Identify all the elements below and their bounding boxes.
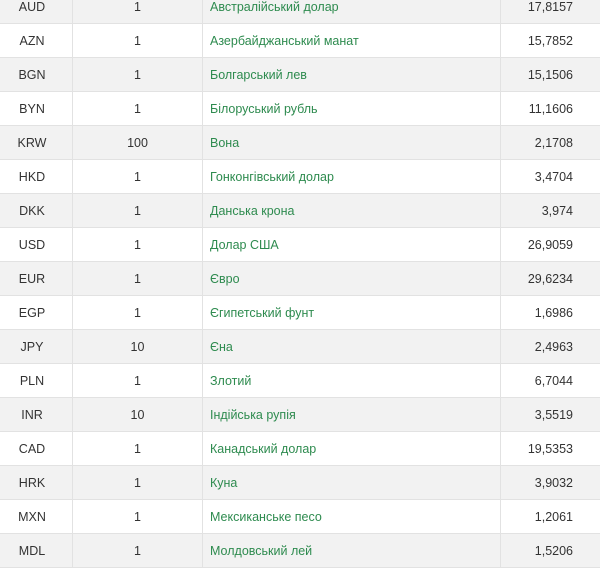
table-row [0,398,600,432]
currency-name-cell [203,466,501,500]
currency-name-link[interactable]: Азербайджанський манат [210,34,359,48]
currency-units: 10 [73,330,203,364]
currency-units: 1 [73,24,203,58]
currency-name-cell [203,500,501,534]
exchange-rate: 1,6986 [501,296,600,330]
table-row [0,0,600,24]
currency-name-link[interactable]: Долар США [210,238,279,252]
currency-code: DKK [0,194,73,228]
table-row [0,262,600,296]
currency-name-cell [203,92,501,126]
table-row [0,24,600,58]
currency-name-link[interactable]: Єгипетський фунт [210,306,314,320]
currency-name-cell [203,58,501,92]
exchange-rate: 26,9059 [501,228,600,262]
exchange-rate: 1,2061 [501,500,600,534]
table-row [0,228,600,262]
table-row [0,534,600,568]
table-row [0,92,600,126]
currency-units: 1 [73,228,203,262]
exchange-rate: 11,1606 [501,92,600,126]
currency-code: BYN [0,92,73,126]
currency-name-cell [203,330,501,364]
currency-name-cell [203,296,501,330]
currency-code: AUD [0,0,73,24]
currency-name-cell [203,262,501,296]
exchange-rate: 17,8157 [501,0,600,24]
exchange-rate: 3,974 [501,194,600,228]
currency-units: 1 [73,160,203,194]
currency-units: 1 [73,58,203,92]
currency-name-cell [203,398,501,432]
currency-name-link[interactable]: Злотий [210,374,251,388]
currency-units: 1 [73,534,203,568]
currency-name-link[interactable]: Канадський долар [210,442,316,456]
currency-name-link[interactable]: Молдовський лей [210,544,312,558]
table-row [0,432,600,466]
exchange-rate: 15,1506 [501,58,600,92]
currency-code: KRW [0,126,73,160]
table-row [0,500,600,534]
exchange-rate: 3,4704 [501,160,600,194]
currency-name-link[interactable]: Австралійський долар [210,0,339,14]
currency-units: 1 [73,432,203,466]
table-row [0,364,600,398]
currency-units: 100 [73,126,203,160]
currency-name-cell [203,364,501,398]
currency-units: 1 [73,296,203,330]
currency-name-link[interactable]: Білоруський рубль [210,102,318,116]
currency-name-cell [203,160,501,194]
currency-code: HKD [0,160,73,194]
currency-units: 1 [73,364,203,398]
table-row [0,160,600,194]
currency-units: 1 [73,194,203,228]
currency-name-link[interactable]: Болгарський лев [210,68,307,82]
currency-name-cell [203,194,501,228]
currency-name-cell [203,534,501,568]
currency-units: 1 [73,466,203,500]
exchange-rate: 19,5353 [501,432,600,466]
currency-code: EGP [0,296,73,330]
currency-code: USD [0,228,73,262]
exchange-rate: 2,1708 [501,126,600,160]
currency-code: EUR [0,262,73,296]
currency-name-link[interactable]: Євро [210,272,240,286]
currency-code: MDL [0,534,73,568]
currency-code: BGN [0,58,73,92]
currency-units: 1 [73,92,203,126]
currency-code: JPY [0,330,73,364]
exchange-rate: 29,6234 [501,262,600,296]
currency-code: CAD [0,432,73,466]
currency-name-link[interactable]: Гонконгівський долар [210,170,334,184]
exchange-rate: 6,7044 [501,364,600,398]
currency-name-link[interactable]: Данська крона [210,204,294,218]
currency-code: AZN [0,24,73,58]
currency-name-cell [203,228,501,262]
table-row [0,126,600,160]
currency-name-link[interactable]: Куна [210,476,237,490]
exchange-rate: 15,7852 [501,24,600,58]
currency-name-cell [203,24,501,58]
table-row [0,194,600,228]
currency-code: HRK [0,466,73,500]
currency-name-cell [203,432,501,466]
currency-name-cell [203,126,501,160]
table-row [0,330,600,364]
exchange-rate: 1,5206 [501,534,600,568]
currency-code: MXN [0,500,73,534]
currency-name-link[interactable]: Єна [210,340,233,354]
currency-name-link[interactable]: Мексиканське песо [210,510,322,524]
currency-name-link[interactable]: Індійська рупія [210,408,296,422]
exchange-rate: 3,9032 [501,466,600,500]
table-row [0,58,600,92]
currency-name-cell [203,0,501,24]
exchange-rate: 3,5519 [501,398,600,432]
currency-name-link[interactable]: Вона [210,136,239,150]
currency-code: INR [0,398,73,432]
currency-units: 10 [73,398,203,432]
currency-code: PLN [0,364,73,398]
exchange-rate: 2,4963 [501,330,600,364]
table-row [0,296,600,330]
currency-units: 1 [73,500,203,534]
currency-units: 1 [73,262,203,296]
table-row [0,466,600,500]
currency-units: 1 [73,0,203,24]
